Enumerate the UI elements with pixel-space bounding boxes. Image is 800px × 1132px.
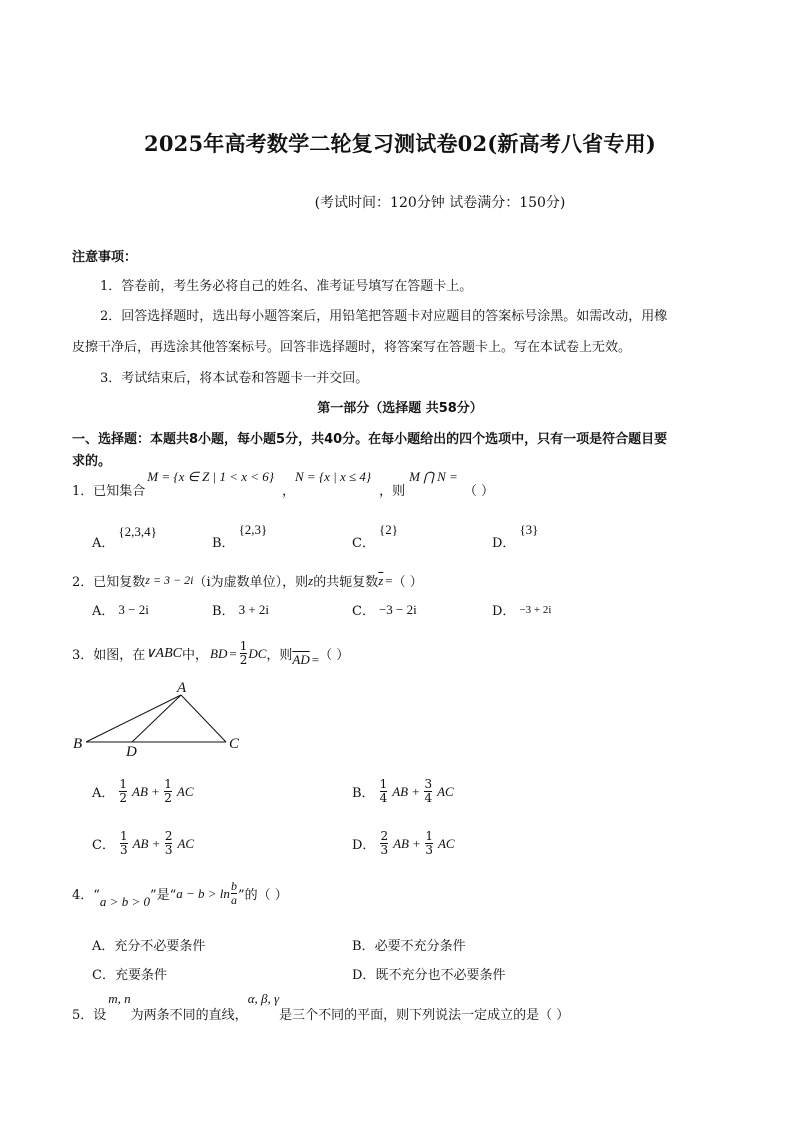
option-value: {2,3,4} [118,523,157,539]
q2-mid: （i为虚数单位），则 [193,575,309,590]
notes-heading: 注意事项： [72,250,138,265]
q4-suffix: ”的（ ） [237,888,288,903]
fraction: $\frac{1}{3}$ [119,829,128,857]
vector-ac: AC [176,783,194,799]
fraction: $\frac{3}{4}$ [424,777,433,805]
vector-ab: AB [393,835,409,851]
q4-mid: ”是“ [149,888,177,903]
part-heading: 第一部分（选择题 共58分） [317,401,483,416]
option-letter: B． [212,536,235,551]
question-5 [72,991,570,1023]
option-value: 必要不充分条件 [374,939,466,954]
option-value: −3 + 2i [519,603,552,616]
vector-ac: AC [437,783,454,799]
option-letter: A． [92,786,115,801]
option-value: {2,3} [238,521,268,537]
q3-option-d[interactable] [352,830,455,857]
q5-abg: α, β, γ [247,991,280,1006]
exam-info: (考试时间：120分钟 试卷满分：150分) [314,195,566,211]
q2-zbar: $\overline{z}$ [378,572,384,588]
option-letter: C． [92,838,115,853]
q1-option-c[interactable] [352,520,398,551]
q3-eq2: = [311,651,320,667]
q4-prefix: 4．“ [72,888,100,903]
vector-ab: AB [132,783,148,799]
q1-option-d[interactable] [492,520,539,551]
option-letter: B． [212,604,235,619]
option-letter: A． [92,939,115,954]
fraction: $\frac{1}{2}$ [119,777,128,805]
option-letter: D． [492,604,516,619]
q1-then: ，则 [379,484,406,499]
q1-comma: ， [282,484,296,499]
q4-option-a[interactable] [92,935,205,954]
q3-bd: BD [210,645,228,661]
section-instructions-line1: 一、选择题：本题共8小题，每小题5分，共40分。在每小题给出的四个选项中，只有一项是符合题目要 [72,432,668,447]
option-value: {3} [519,521,539,537]
q3-option-a[interactable] [92,778,194,805]
option-letter: C． [92,968,115,983]
note-2a: 2．回答选择题时，选出每小题答案后，用铅笔把答题卡对应题目的答案标号涂黑。如需改动，用橡 [100,309,668,324]
option-value: 3 + 2i [238,601,270,617]
vector-ac: AC [177,835,195,851]
option-letter: D． [352,838,376,853]
q1-set-n: N = {x | x ≤ 4} [295,469,372,484]
q4-fraction: $\frac{b}{a}$ [230,879,237,907]
q5-mid: 为两条不同的直线， [130,1008,248,1023]
q2-paren: （ ） [392,575,423,590]
question-4 [72,880,288,907]
option-letter: B． [352,939,375,954]
q2-prefix: 2．已知复数 [72,575,146,590]
q2-eq: = [385,572,393,588]
q1-paren: （ ） [463,484,494,499]
point-label-d: D [126,744,137,758]
segment-ac [181,695,226,742]
q1-prefix: 1．已知集合 [72,484,146,499]
point-label-b: B [73,736,83,752]
q5-suffix: 是三个不同的平面，则下列说法一定成立的是（ ） [279,1008,570,1023]
q3-then: ，则 [266,648,293,663]
triangle-figure [70,678,250,758]
q1-option-b[interactable] [212,520,268,551]
point-label-c: C [229,736,240,752]
q2-zvar: z [308,572,314,588]
option-value: {2} [378,521,398,537]
q3-triangle: ∨ABC [145,646,182,661]
question-1 [72,469,494,499]
q3-ad: $\overline{AD}$ [292,651,310,667]
q2-mid2: 的共轭复数 [313,575,379,590]
segment-ad [132,695,181,742]
q2-option-a[interactable] [92,600,149,619]
q1-expr: M ⋂ N = [409,469,458,484]
fraction: $\frac{2}{3}$ [380,829,389,857]
plus: + [412,783,420,799]
option-value: 充要条件 [114,968,167,983]
q1-set-m: M = {x ∈ Z | 1 < x < 6} [147,469,274,484]
segment-ba [86,695,181,742]
q5-prefix: 5．设 [72,1008,107,1023]
q1-option-a[interactable] [92,522,157,551]
fraction: $\frac{2}{3}$ [164,829,173,857]
q4-option-b[interactable] [352,935,466,954]
plus: + [151,783,160,799]
q3-option-b[interactable] [352,778,454,805]
note-3: 3．考试结束后，将本试卷和答题卡一并交回。 [100,371,369,386]
point-label-a: A [177,680,187,696]
q3-half: $\frac{1}{2}$ [239,639,248,667]
option-letter: C． [352,536,375,551]
q5-mn: m, n [108,991,131,1006]
option-value: 既不充分也不必要条件 [375,968,506,983]
question-2 [72,571,423,590]
fraction: $\frac{1}{3}$ [425,829,433,857]
option-letter: B． [352,786,375,801]
option-value: −3 − 2i [378,601,417,617]
q2-option-c[interactable] [352,600,417,619]
q2-option-b[interactable] [212,600,269,619]
q2-z: z = 3 − 2i [145,573,194,587]
option-letter: D． [492,536,516,551]
section-instructions-line2: 求的。 [72,454,112,469]
q2-option-d[interactable] [492,600,551,619]
vector-ab: AB [392,783,409,799]
plus: + [412,835,421,851]
q3-paren: （ ） [319,648,350,663]
option-value: 充分不必要条件 [114,939,206,954]
q3-dc: DC [248,645,267,661]
note-2b: 皮擦干净后，再选涂其他答案标号。回答非选择题时，将答案写在答题卡上。写在本试卷上无效。 [72,340,632,355]
page-title: 2025年高考数学二轮复习测试卷02(新高考八省专用) [144,131,656,156]
option-value: 3 − 2i [118,601,149,617]
q3-mid: 中， [181,648,208,663]
fraction: $\frac{1}{4}$ [379,777,388,805]
q3-eq: = [229,645,237,661]
vector-ac: AC [437,835,455,851]
q4-option-d[interactable] [352,964,505,983]
plus: + [152,835,160,851]
q4-cond1: a > b > 0 [99,893,150,909]
option-letter: A． [92,604,115,619]
option-letter: A． [92,536,115,551]
q3-option-c[interactable] [92,830,194,857]
option-letter: D． [352,968,376,983]
q3-prefix: 3．如图，在 [72,648,146,663]
vector-ab: AB [132,835,149,851]
note-1: 1．答卷前，考生务必将自己的姓名、准考证号填写在答题卡上。 [100,279,473,294]
q4-cond2: a − b > ln [176,885,230,901]
question-3 [72,640,349,667]
q4-option-c[interactable] [92,964,167,983]
fraction: $\frac{1}{2}$ [164,777,172,805]
option-letter: C． [352,604,375,619]
